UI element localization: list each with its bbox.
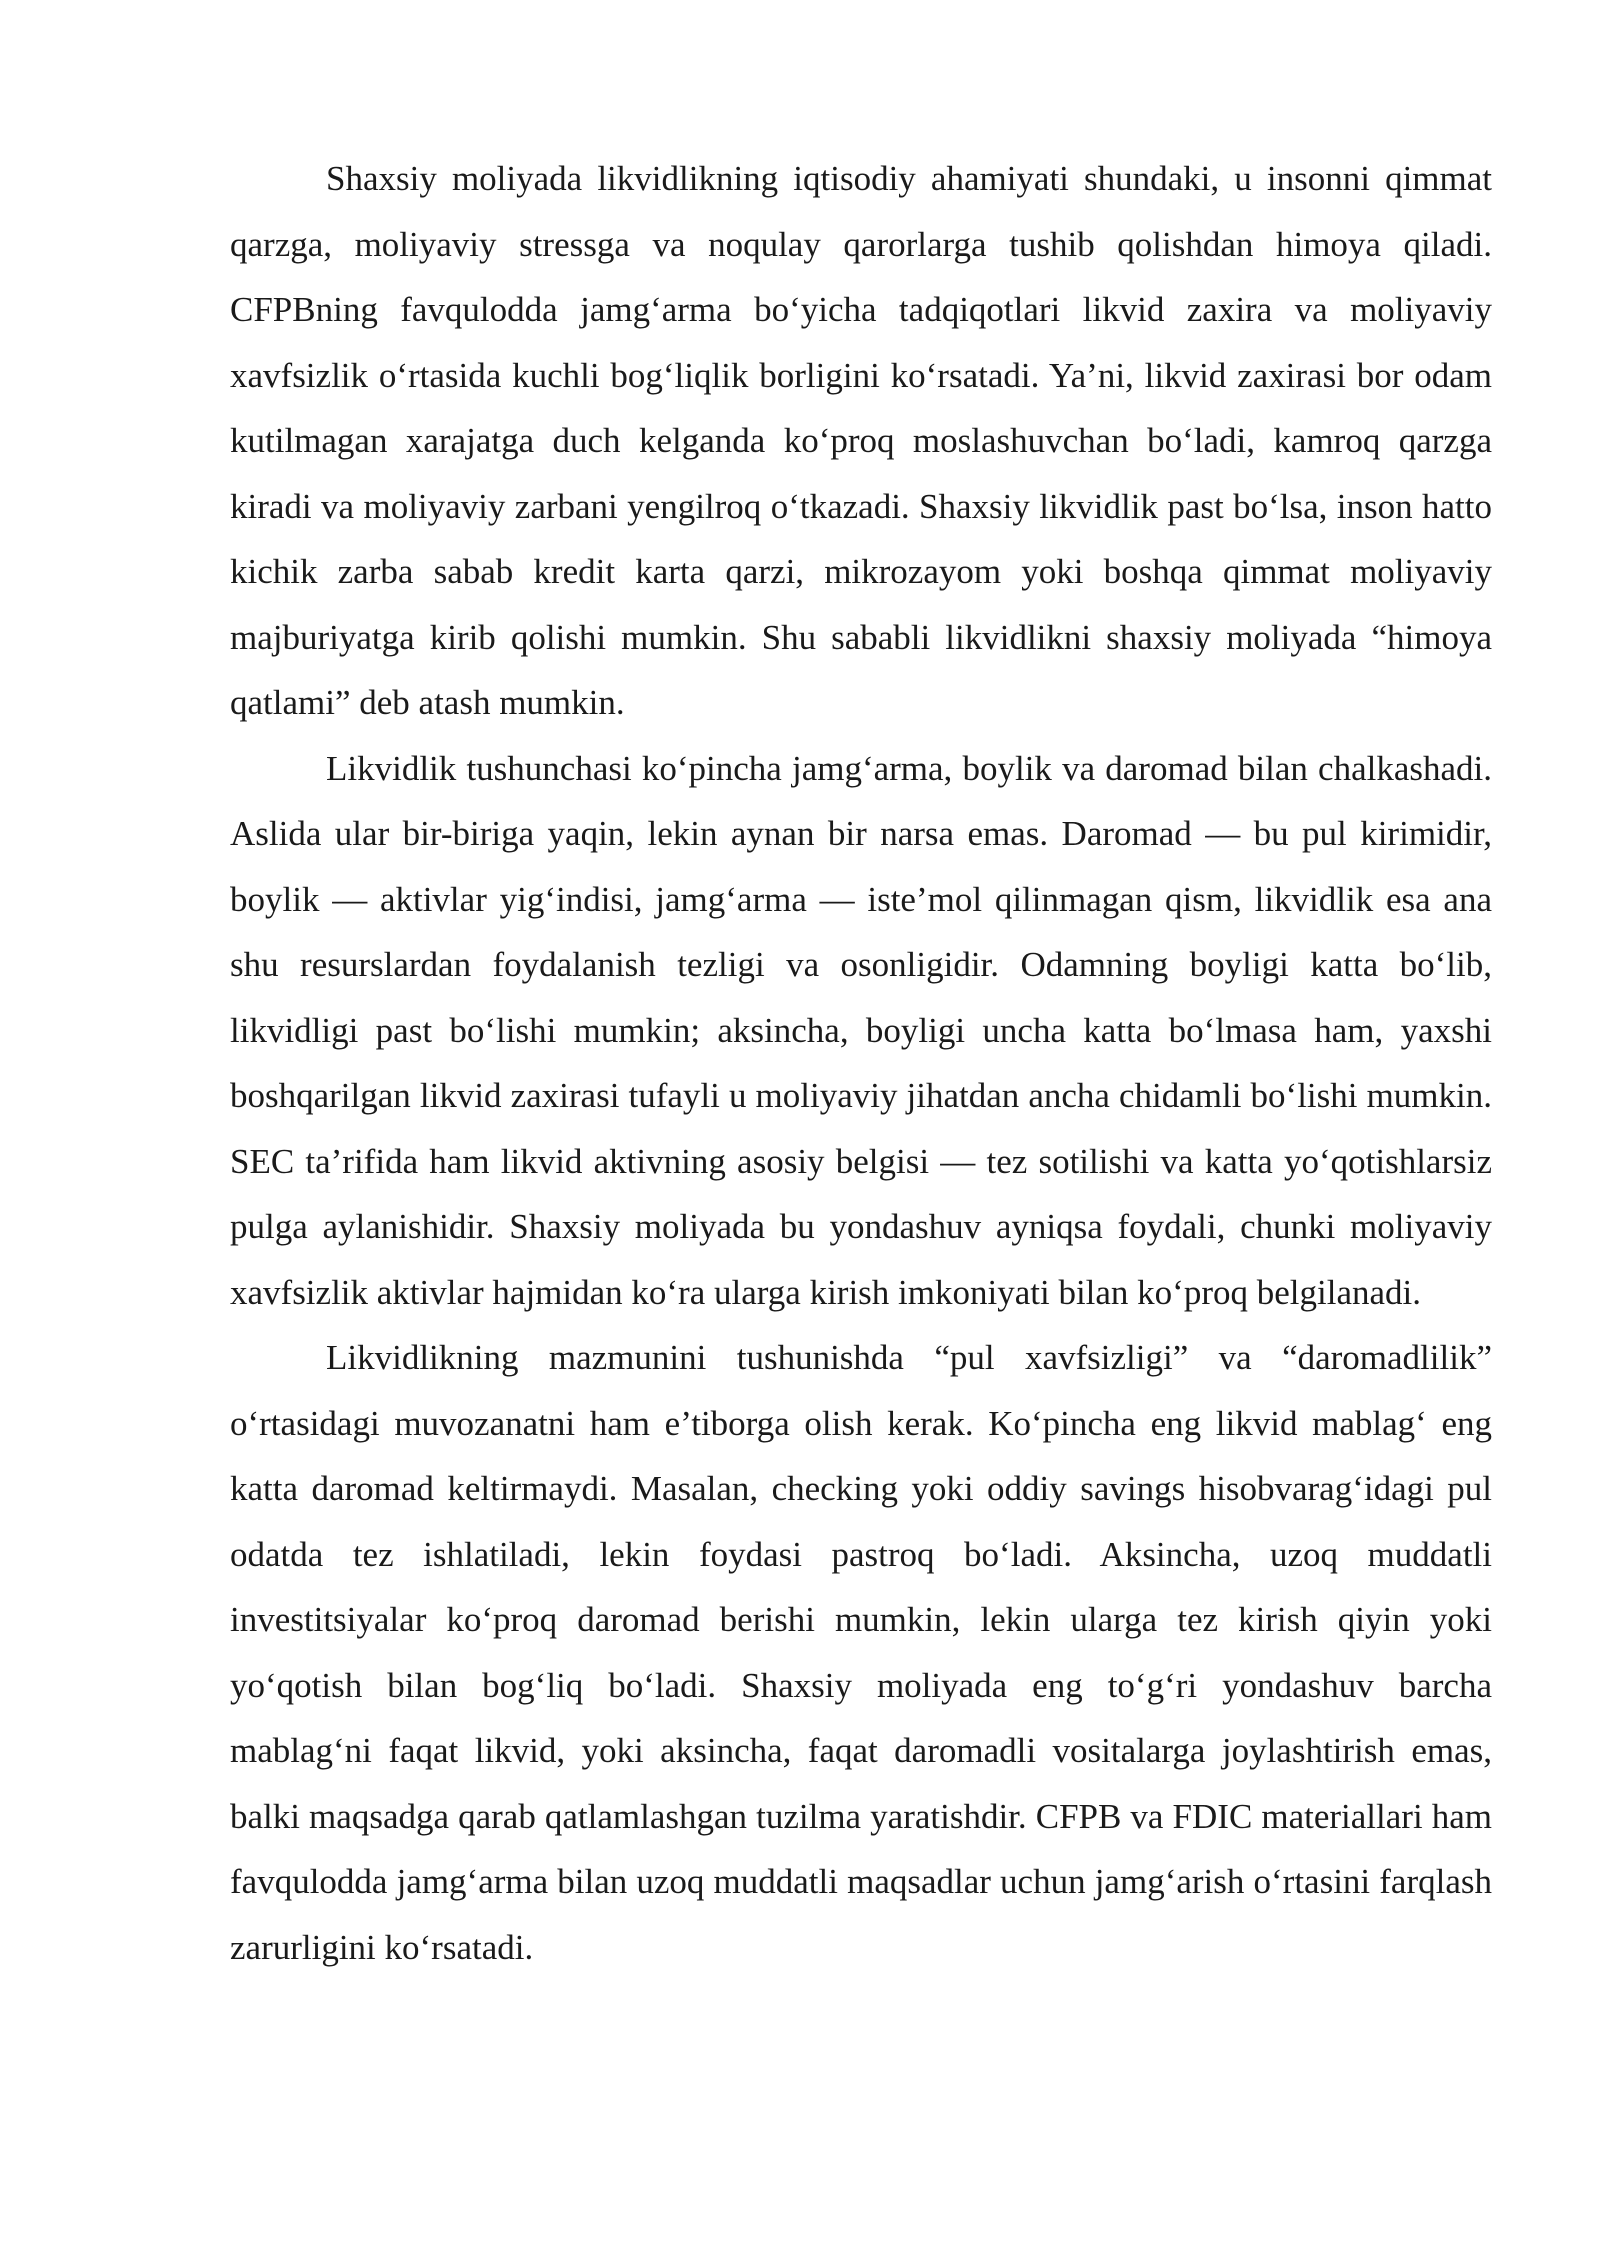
paragraph-2: Likvidlik tushunchasi ko‘pincha jamg‘arma, boylik va daromad bilan chalkashadi. Aslida ular bir-biriga yaqin, lekin aynan bir narsa emas. Daromad — bu pul kirimidir, boylik — aktivlar yig‘indisi, jamg‘arma — iste’mol qilinmagan qism, likvidlik esa ana shu resurslardan foydalanish tezligi va osonligidir. Odamning boyligi katta bo‘lib, likvidligi past bo‘lishi mumkin; aksincha, boyligi uncha katta bo‘lmasa ham, yaxshi boshqarilgan likvid zaxirasi tufayli u moliyaviy jihatdan ancha chidamli bo‘lishi mumkin. SEC ta’rifida ham likvid aktivning asosiy belgisi — tez sotilishi va katta yo‘qotishlarsiz pulga aylanishidir. Shaxsiy moliyada bu yondashuv ayniqsa foydali, chunki moliyaviy xavfsizlik aktivlar hajmidan ko‘ra ularga kirish imkoniyati bilan ko‘proq belgilanadi.	[230, 748, 1492, 1312]
document-body	[230, 146, 1492, 1980]
paragraph-3: Likvidlikning mazmunini tushunishda “pul xavfsizligi” va “daromadlilik” o‘rtasidagi muvozanatni ham e’tiborga olish kerak. Ko‘pincha eng likvid mablag‘ eng katta daromad keltirmaydi. Masalan, checking yoki oddiy savings hisobvarag‘idagi pul odatda tez ishlatiladi, lekin foydasi pastroq bo‘ladi. Aksincha, uzoq muddatli investitsiyalar ko‘proq daromad berishi mumkin, lekin ularga tez kirish qiyin yoki yo‘qotish bilan bog‘liq bo‘ladi. Shaxsiy moliyada eng to‘g‘ri yondashuv barcha mablag‘ni faqat likvid, yoki aksincha, faqat daromadli vositalarga joylashtirish emas, balki maqsadga qarab qatlamlashgan tuzilma yaratishdir. CFPB va FDIC materiallari ham favqulodda jamg‘arma bilan uzoq muddatli maqsadlar uchun jamg‘arish o‘rtasini farqlash zarurligini ko‘rsatadi.	[230, 1338, 1492, 1967]
paragraph-1: Shaxsiy moliyada likvidlikning iqtisodiy ahamiyati shundaki, u insonni qimmat qarzga, moliyaviy stressga va noqulay qarorlarga tushib qolishdan himoya qiladi. CFPBning favqulodda jamg‘arma bo‘yicha tadqiqotlari likvid zaxira va moliyaviy xavfsizlik o‘rtasida kuchli bog‘liqlik borligini ko‘rsatadi. Ya’ni, likvid zaxirasi bor odam kutilmagan xarajatga duch kelganda ko‘proq moslashuvchan bo‘ladi, kamroq qarzga kiradi va moliyaviy zarbani yengilroq o‘tkazadi. Shaxsiy likvidlik past bo‘lsa, inson hatto kichik zarba sabab kredit karta qarzi, mikrozayom yoki boshqa qimmat moliyaviy majburiyatga kirib qolishi mumkin. Shu sababli likvidlikni shaxsiy moliyada “himoya qatlami” deb atash mumkin.	[230, 159, 1492, 722]
